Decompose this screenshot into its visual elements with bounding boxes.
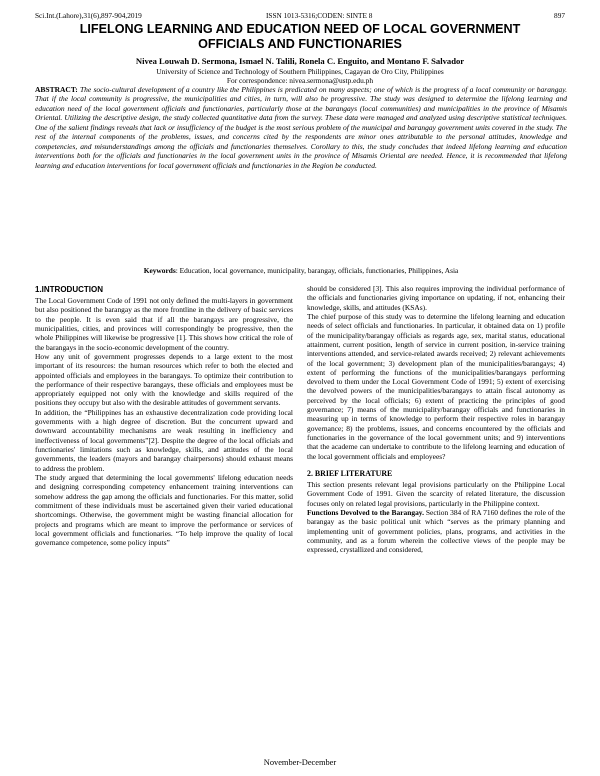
runin-heading: Functions Devolved to the Barangay.: [307, 507, 424, 517]
running-header: [35, 9, 565, 21]
affiliation: University of Science and Technology of Southern Philippines, Cagayan de Oro City, Philippines: [156, 67, 444, 76]
intro-paragraph: The Local Government Code of 1991 not only defined the multi-layers in government but also positioned the barangay as the more frontline in the delivery of basic services to the people. It is even said that if all the barangays are progressive, the municipalities, cities, and provinces will correspondingly be progressive, then the whole Philippines will likewise be progressive [1]. This shows how critical the role of the barangays in the socio-economic development of the country.: [35, 296, 293, 352]
intro-paragraph: How any unit of government progresses depends to a large extent to the most important of its resources: the human resources which refer to both the elected and appointed officials and employees in the barangays. To optimize their contribution to the performance of their respective barangays, these officials and employees must be appropriately equipped not only with the knowledge and skills required of the positions they occupy but also with the desirable attitudes of government servants.: [35, 351, 293, 408]
correspondence: For correspondence: nivea.sermona@ustp.edu.ph: [226, 76, 374, 85]
keywords: [35, 266, 567, 275]
title-line-1: LIFELONG LEARNING AND EDUCATION NEED OF LOCAL GOVERNMENT: [79, 22, 521, 36]
right-column: [307, 284, 565, 554]
functions-paragraph: [307, 508, 565, 555]
literature-paragraph: This section presents relevant legal provisions particularly on the Philippine Local Government Code of 1991. Given the scarcity of related literature, the discussion focuses only on related legal provisions, particularly in the Philippine context.: [307, 479, 565, 508]
keywords-text: : Education, local governance, municipality, barangay, officials, functionaries, Philippines, Asia: [175, 266, 459, 275]
page-number: 897: [554, 10, 565, 20]
intro-paragraph: should be considered [3]. This also requires improving the individual performance of the officials and functionaries giving importance on updating, if not, enhancing their knowledge, skills, and attitudes (KSAs).: [307, 284, 565, 312]
issue-footer: November-December: [263, 758, 337, 767]
keywords-label: Keywords: [143, 266, 176, 275]
intro-paragraph: In addition, the “Philippines has an exhaustive decentralization code providing local governments with a high degree of discretion. But the concurrent upward and downward accountability mechanisms are weak resulting in inefficiency and ineffectiveness of local governments”[2]. Despite the degree of the local officials and functionaries' limitations such as knowledge, skills, and attitudes of the local governments, the leaders (mayors and barangay chairpersons) should exhaust means to address the problem.: [35, 407, 293, 473]
intro-paragraph: The study argued that determining the local governments' lifelong education needs and designing corresponding competency enhancement training interventions can somehow address the gap among the officials and functionaries. For this matter, solid commitment of these individuals must be ascertained given their varied educational shortcomings. Otherwise, the government might be wasting financial allocation for projects and programs which are meant to improve the performance or services of local government officials and functionaries. “To help improve the quality of local governance competence, some policy inputs”: [35, 472, 293, 548]
section-heading-introduction: 1.INTRODUCTION: [35, 285, 103, 294]
left-column: [35, 284, 293, 547]
abstract-text: The socio-cultural development of a country like the Philippines is predicated on many aspects; one of which is the progress of a local community or barangay. That if the local community is progressive, the municipalities and cities, in turn, will also be progressive. The study was designed to determine the lifelong learning and education need of the local government officials and functionaries, particularly those at the barangays (local communities) and municipalities in the province of Misamis Oriental. Utilizing the descriptive design, the study collected quantitative data from the survey. These data were managed and analyzed using descriptive statistical techniques. One of the salient findings reveals that lack or insufficiency of the budget is the most serious problem of the municipal and barangay government units covered in the study. The rest of the internal components of the problems, issues, and concerns cited by the respondents are minor ones attributable to the personal attitudes, knowledge and competencies, and misunderstandings among the officials and functionaries themselves. Corollary to this, the study concludes that indeed lifelong learning and education interventions both for the officials and functionaries in the local government units in the province of Misamis Oriental are needed. Hence, it is recommended that lifelong learning and education interventions for local government officials and functionaries in the Region be conducted.: [35, 85, 567, 170]
abstract: [35, 85, 567, 170]
author-list: Nivea Louwah D. Sermona, Ismael N. Talili, Ronela C. Enguito, and Montano F. Salvador: [135, 56, 465, 66]
abstract-label: ABSTRACT:: [35, 85, 78, 94]
section-heading-literature: 2. BRIEF LITERATURE: [307, 468, 393, 478]
title-line-2: OFFICIALS AND FUNCTIONARIES: [198, 37, 402, 51]
issn-coden: ISSN 1013-5316;CODEN: SINTE 8: [266, 10, 373, 20]
purpose-paragraph: The chief purpose of this study was to determine the lifelong learning and education needs of select officials and functionaries. In particular, it obtained data on 1) profile of the municipality/barangay officials as regards age, sex, marital status, educational attainment, current position, length of service in current position, in-service training interventions attended, and service-related awards received; 2) relevant achievements of the local government; 3) development plan of the municipalities/barangays; 4) extent of performing the functions of the municipalities/barangays performing devolved to them under the Local Government Code of 1991; 5) extent of exercising the devolved powers of the municipalities/barangays to attain fiscal autonomy as perceived by the local officials; 6) extent of practicing the principles of good governance; 7) means of the municipality/barangay officials and functionaries in measuring up in terms of knowledge to perform their respective roles in barangay governance; 8) the problems, issues, and concerns encountered by the officials and functionaries in the governance of the local government units; and 9) interventions that the academe can undertake to contribute to the lifelong learning and education of the local government officials and employees?: [307, 311, 565, 461]
functions-text: Section 384 of RA 7160 defines the role of the barangay as the basic political unit which “serves as the primary planning and implementing unit of government policies, plans, programs, and activities in the community, and as a forum wherein the collective views of the people may be expressed, crystallized and considered,: [307, 507, 565, 555]
journal-citation: Sci.Int.(Lahore),31(6),897-904,2019: [35, 10, 142, 20]
paper-title: [30, 22, 570, 52]
